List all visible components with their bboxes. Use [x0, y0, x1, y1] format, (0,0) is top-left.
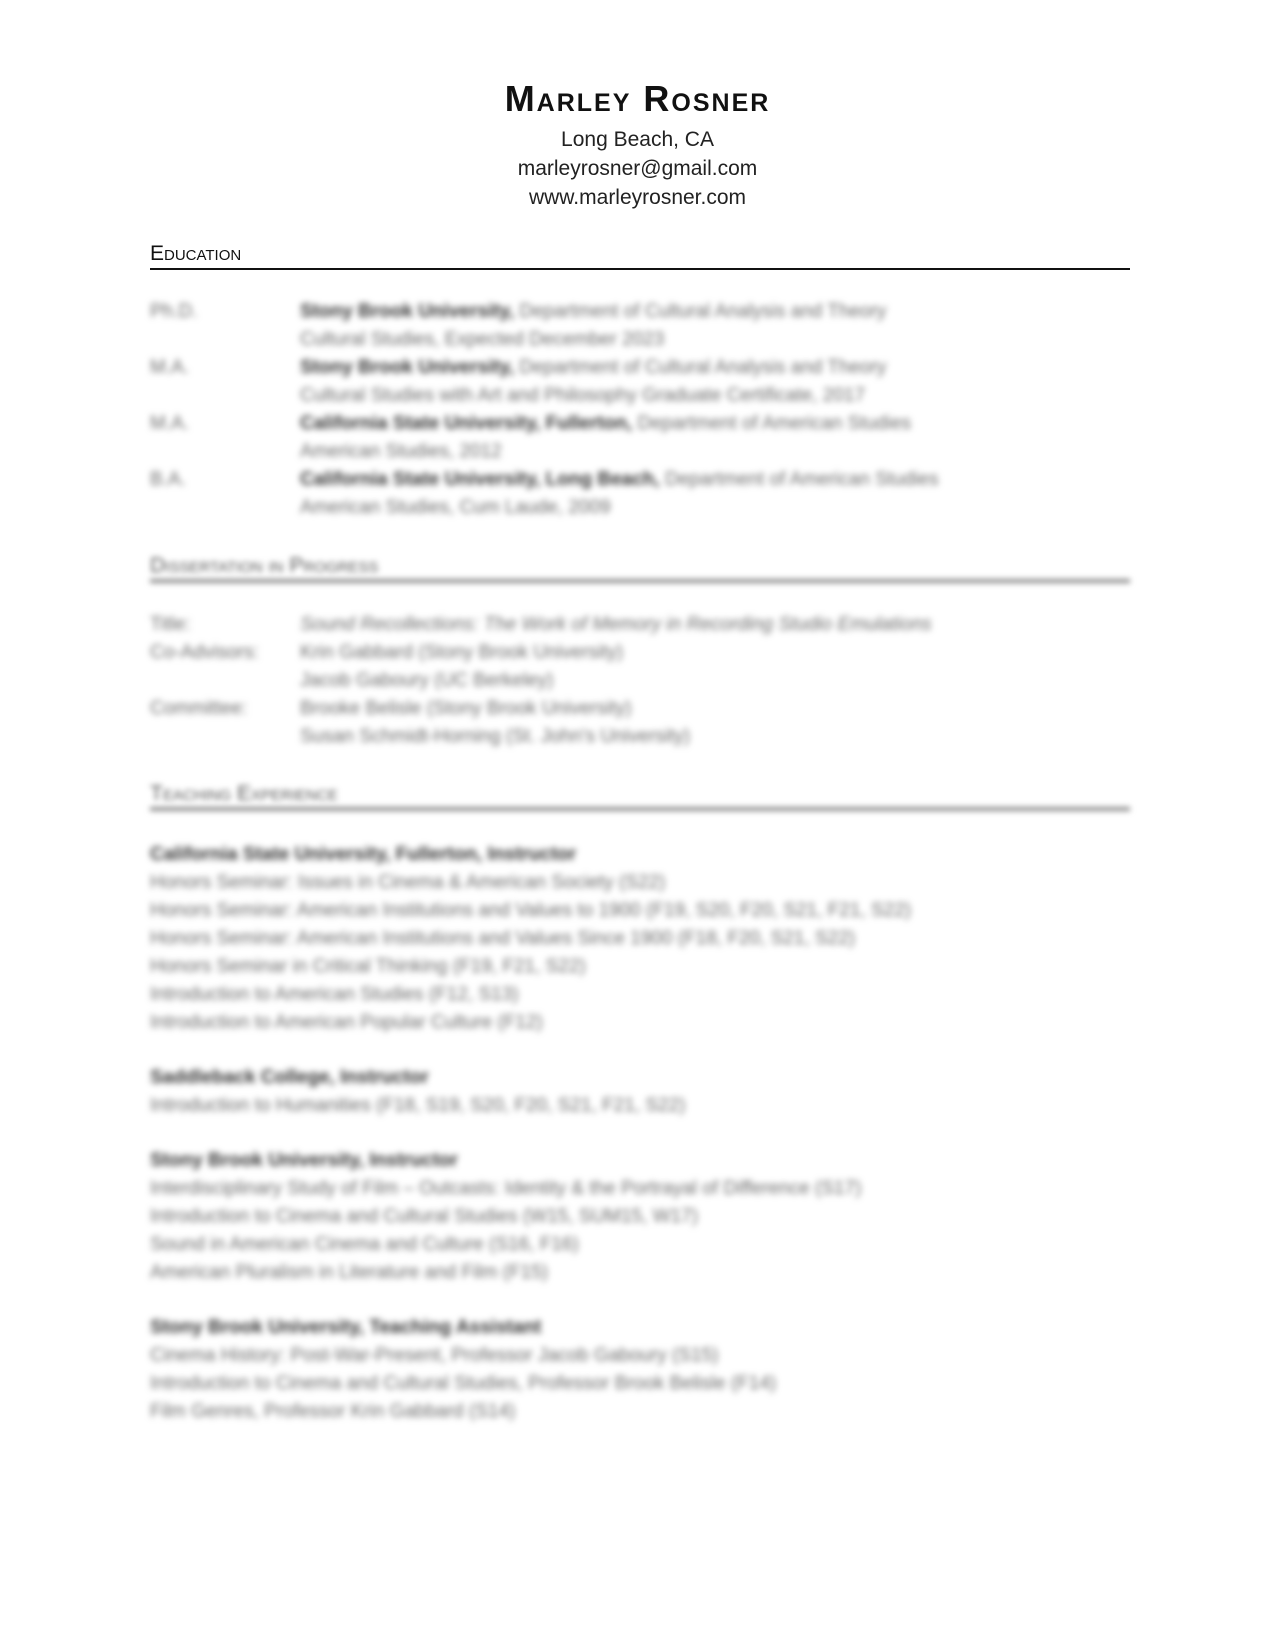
course: Cinema History: Post-War-Present, Professor Jacob Gaboury (S15) [150, 1345, 719, 1366]
department: Department of American Studies [632, 413, 912, 434]
course: Interdisciplinary Study of Film – Outcasts: Identity & the Portrayal of Difference (S17) [150, 1178, 862, 1199]
course: Honors Seminar: Issues in Cinema & American Society (S22) [150, 872, 666, 893]
dissertation-rule [150, 579, 1130, 583]
department: Department of Cultural Analysis and Theory [513, 301, 887, 322]
degree: M.A. [150, 357, 190, 378]
committee-label: Committee: [150, 698, 248, 719]
degree: Ph.D. [150, 301, 198, 322]
course: Film Genres, Professor Krin Gabbard (S14) [150, 1401, 516, 1422]
dissertation-heading: Dissertation in Progress [150, 554, 379, 577]
dissertation-title: Sound Recollections: The Work of Memory in Recording Studio Emulations [300, 614, 932, 635]
advisor: Jacob Gaboury (UC Berkeley) [300, 670, 554, 691]
department: Department of American Studies [659, 469, 939, 490]
teaching-group-heading: Stony Brook University, Teaching Assistant [150, 1317, 542, 1338]
education-detail: American Studies, Cum Laude, 2009 [300, 497, 611, 518]
course: Honors Seminar in Critical Thinking (F19, F21, S22) [150, 956, 586, 977]
teaching-heading: Teaching Experience [150, 782, 338, 805]
education-heading: Education [150, 242, 242, 265]
resume-name: Marley Rosner [504, 78, 771, 119]
course: Introduction to Humanities (F18, S19, S20, F20, S21, F21, S22) [150, 1095, 686, 1116]
school: California State University, Fullerton, [300, 413, 633, 434]
contact-email: marleyrosner@gmail.com [517, 157, 758, 180]
dissertation-title-label: Title: [150, 614, 191, 635]
education-rule [150, 268, 1130, 270]
teaching-group-heading: California State University, Fullerton, Instructor [150, 844, 577, 865]
education-detail: American Studies, 2012 [300, 441, 502, 462]
committee-member: Susan Schmidt-Horning (St. John's University) [300, 726, 691, 747]
department: Department of Cultural Analysis and Theory [513, 357, 887, 378]
contact-city: Long Beach, CA [561, 128, 714, 151]
education-detail: Cultural Studies, Expected December 2023 [300, 329, 665, 350]
advisors-label: Co-Advisors: [150, 642, 259, 663]
course: Introduction to Cinema and Cultural Studies (W15, SUM15, W17) [150, 1206, 699, 1227]
education-detail: Cultural Studies with Art and Philosophy Graduate Certificate, 2017 [300, 385, 866, 406]
course: Honors Seminar: American Institutions and Values Since 1900 (F18, F20, S21, S22) [150, 928, 856, 949]
teaching-group-heading: Saddleback College, Instructor [150, 1067, 429, 1088]
teaching-rule [150, 807, 1130, 811]
course: Introduction to Cinema and Cultural Studies, Professor Brook Belisle (F14) [150, 1373, 777, 1394]
course: Honors Seminar: American Institutions and Values to 1900 (F19, S20, F20, S21, F21, S22) [150, 900, 912, 921]
course: American Pluralism in Literature and Film (F15) [150, 1262, 549, 1283]
course: Introduction to American Popular Culture (F12) [150, 1012, 543, 1033]
teaching-group-heading: Stony Brook University, Instructor [150, 1150, 458, 1171]
committee-member: Brooke Belisle (Stony Brook University) [300, 698, 632, 719]
course: Sound in American Cinema and Culture (S16, F16) [150, 1234, 579, 1255]
school: California State University, Long Beach, [300, 469, 660, 490]
degree: M.A. [150, 413, 190, 434]
contact-website: www.marleyrosner.com [528, 186, 747, 209]
degree: B.A. [150, 469, 186, 490]
advisor: Krin Gabbard (Stony Brook University) [300, 642, 624, 663]
course: Introduction to American Studies (F12, S13) [150, 984, 519, 1005]
school: Stony Brook University, [300, 357, 514, 378]
school: Stony Brook University, [300, 301, 514, 322]
